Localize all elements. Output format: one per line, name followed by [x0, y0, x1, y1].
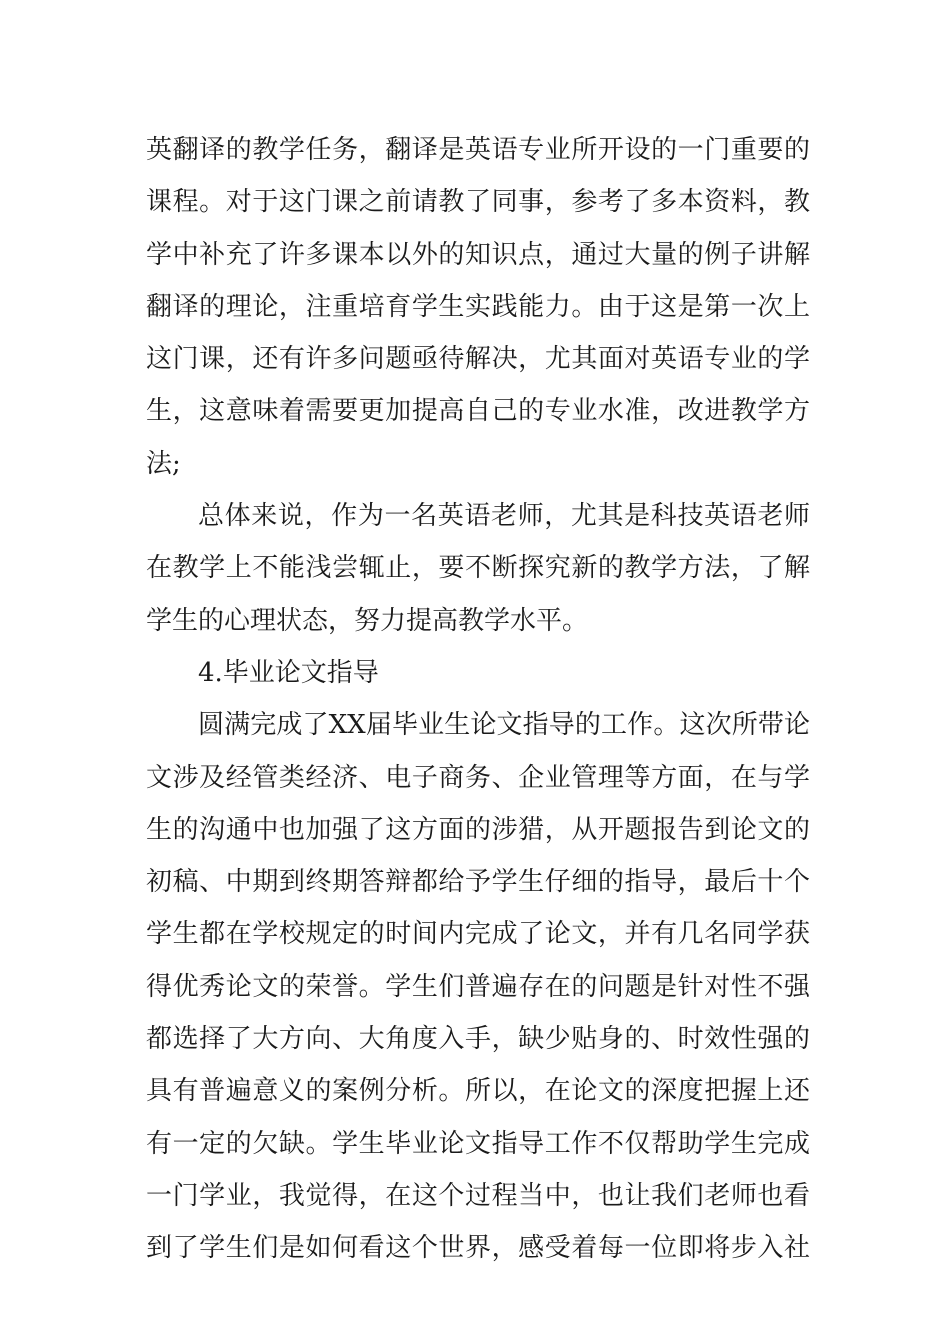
text-line: 学中补充了许多课本以外的知识点，通过大量的例子讲解 — [146, 239, 810, 270]
text-line: 英翻译的教学任务，翻译是英语专业所开设的一门重要的 — [146, 135, 810, 165]
text-line: 在教学上不能浅尝辄止，要不断探究新的教学方法，了解 — [146, 553, 810, 584]
text-line: 课程。对于这门课之前请教了同事，参考了多本资料，教 — [146, 187, 810, 218]
text-line: 有一定的欠缺。学生毕业论文指导工作不仅帮助学生完成 — [146, 1128, 810, 1159]
text-line: 文涉及经管类经济、电子商务、企业管理等方面，在与学 — [146, 762, 810, 793]
document-body — [146, 124, 810, 1275]
text-line: 翻译的理论，注重培育学生实践能力。由于这是第一次上 — [146, 291, 810, 322]
text-line: 都选择了大方向、大角度入手，缺少贴身的、时效性强的 — [146, 1024, 810, 1055]
text-line: 一门学业，我觉得，在这个过程当中，也让我们老师也看 — [146, 1180, 810, 1211]
text-line: 得优秀论文的荣誉。学生们普遍存在的问题是针对性不强 — [146, 971, 810, 1002]
text-line: 生的沟通中也加强了这方面的涉猎，从开题报告到论文的 — [146, 814, 810, 845]
section-heading: 4.毕业论文指导 — [198, 657, 379, 688]
text-line: 初稿、中期到终期答辩都给予学生仔细的指导，最后十个 — [146, 867, 810, 898]
text-line: 生，这意味着需要更加提高自己的专业水准，改进教学方 — [146, 396, 810, 427]
text-line: 法; — [146, 448, 181, 479]
paragraph-first-line: 总体来说，作为一名英语老师，尤其是科技英语老师 — [198, 501, 810, 532]
text-line: 学生的心理状态，努力提高教学水平。 — [146, 605, 589, 636]
text-line: 学生都在学校规定的时间内完成了论文，并有几名同学获 — [146, 919, 810, 950]
text-line: 这门课，还有许多问题亟待解决，尤其面对英语专业的学 — [146, 344, 810, 375]
text-line: 到了学生们是如何看这个世界，感受着每一位即将步入社 — [146, 1233, 810, 1264]
text-line: 具有普遍意义的案例分析。所以，在论文的深度把握上还 — [146, 1076, 810, 1107]
paragraph-first-line: 圆满完成了XX届毕业生论文指导的工作。这次所带论 — [198, 710, 810, 741]
